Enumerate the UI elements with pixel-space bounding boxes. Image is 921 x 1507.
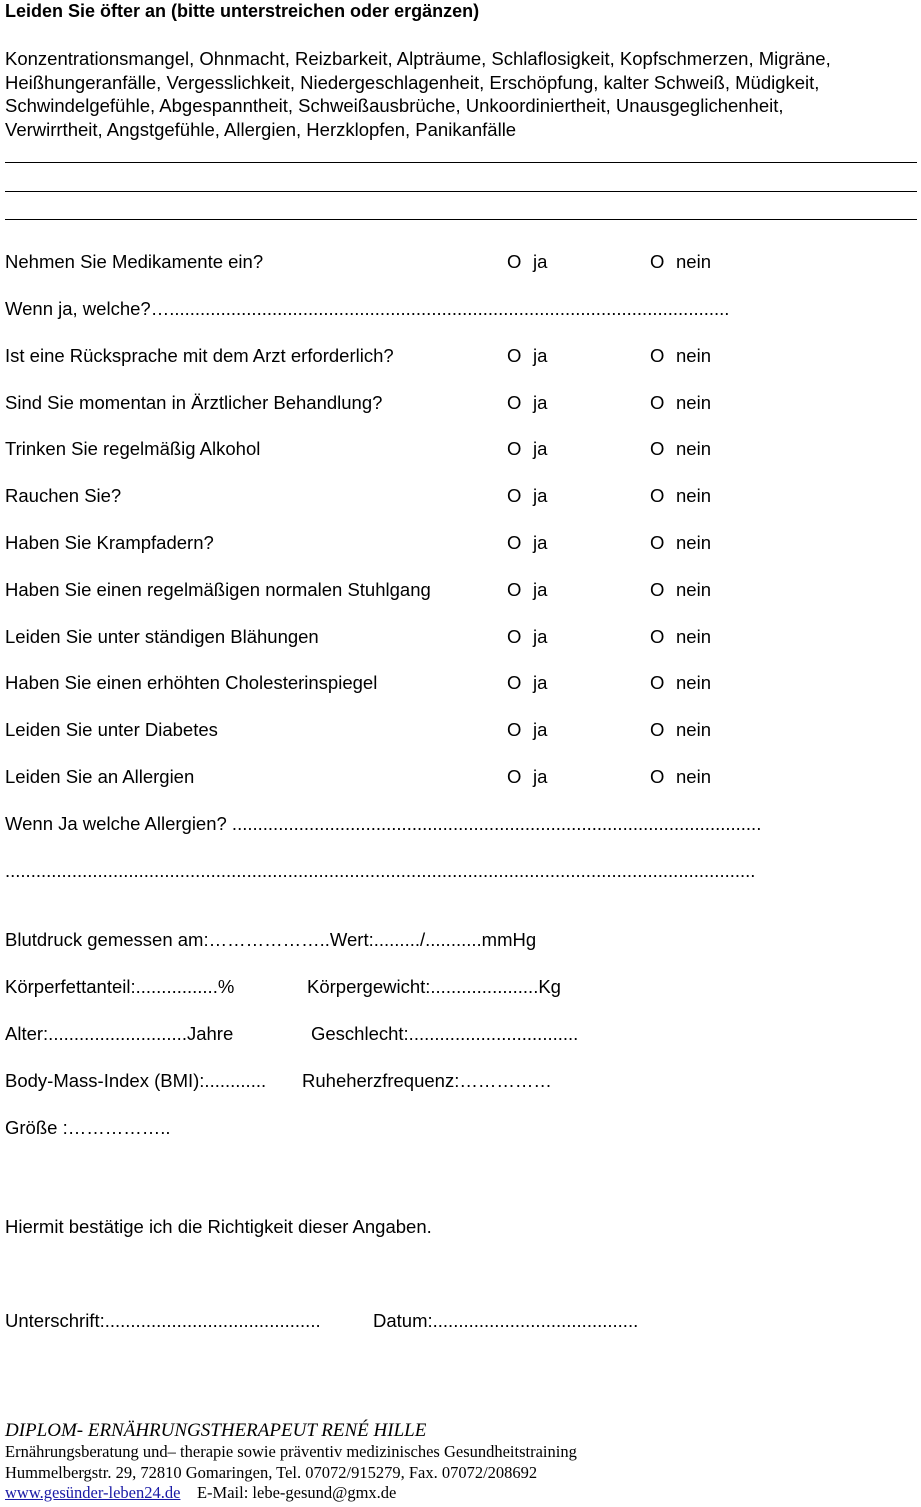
resting-heart-rate-field[interactable]: Ruheherzfrequenz:…………… bbox=[302, 1070, 552, 1091]
body-fat-field[interactable]: Körperfettanteil:................% bbox=[5, 976, 235, 997]
height-field[interactable]: Größe :…………….. bbox=[5, 1117, 171, 1138]
question-label: Haben Sie einen regelmäßigen normalen Stuhlgang bbox=[5, 579, 431, 600]
symptom-line: Heißhungeranfälle, Vergesslichkeit, Niedergeschlagenheit, Erschöpfung, kalter Schweiß, Müdigkeit, bbox=[5, 71, 820, 93]
option-nein[interactable]: O nein bbox=[650, 345, 711, 366]
option-nein[interactable]: O nein bbox=[650, 438, 711, 459]
option-ja[interactable]: O ja bbox=[507, 719, 548, 740]
question-label: Haben Sie einen erhöhten Cholesterinspiegel bbox=[5, 672, 378, 693]
blood-pressure-field[interactable]: Blutdruck gemessen am:………………..Wert:........./...........mmHg bbox=[5, 929, 537, 950]
answer-line[interactable] bbox=[5, 219, 917, 220]
option-nein[interactable]: O nein bbox=[650, 626, 711, 647]
option-nein[interactable]: O nein bbox=[650, 719, 711, 740]
answer-line[interactable] bbox=[5, 191, 917, 192]
answer-line[interactable] bbox=[5, 162, 917, 163]
question-label: Nehmen Sie Medikamente ein? bbox=[5, 251, 264, 272]
option-ja[interactable]: O ja bbox=[507, 626, 548, 647]
footer bbox=[5, 1420, 577, 1504]
option-nein[interactable]: O nein bbox=[650, 579, 711, 600]
section-heading: Leiden Sie öfter an (bitte unterstreichen oder ergänzen) bbox=[5, 1, 480, 21]
allergies-continuation-field[interactable]: .................................................................................................................................................. bbox=[5, 860, 756, 881]
signature-field[interactable]: Unterschrift:.......................................... bbox=[5, 1310, 321, 1331]
confirmation-text: Hiermit bestätige ich die Richtigkeit dieser Angaben. bbox=[5, 1216, 432, 1237]
question-label: Haben Sie Krampfadern? bbox=[5, 532, 214, 553]
option-nein[interactable]: O nein bbox=[650, 251, 711, 272]
question-label: Ist eine Rücksprache mit dem Arzt erforderlich? bbox=[5, 345, 394, 366]
date-field[interactable]: Datum:........................................ bbox=[373, 1310, 639, 1331]
footer-services: Ernährungsberatung und– therapie sowie präventiv medizinisches Gesundheitstraining bbox=[5, 1442, 577, 1461]
question-label: Trinken Sie regelmäßig Alkohol bbox=[5, 438, 261, 459]
option-nein[interactable]: O nein bbox=[650, 532, 711, 553]
option-ja[interactable]: O ja bbox=[507, 345, 548, 366]
age-field[interactable]: Alter:...........................Jahre bbox=[5, 1023, 234, 1044]
option-ja[interactable]: O ja bbox=[507, 532, 548, 553]
symptom-line: Verwirrtheit, Angstgefühle, Allergien, Herzklopfen, Panikanfälle bbox=[5, 118, 517, 140]
option-ja[interactable]: O ja bbox=[507, 766, 548, 787]
symptom-list bbox=[5, 47, 917, 141]
option-nein[interactable]: O nein bbox=[650, 485, 711, 506]
question-label: Leiden Sie unter ständigen Blähungen bbox=[5, 626, 319, 647]
footer-contact bbox=[5, 1483, 577, 1504]
symptom-line: Schwindelgefühle, Abgespanntheit, Schweißausbrüche, Unkoordiniertheit, Unausgeglichenheit, bbox=[5, 95, 784, 116]
question-label: Leiden Sie an Allergien bbox=[5, 766, 195, 787]
footer-address: Hummelbergstr. 29, 72810 Gomaringen, Tel. 07072/915279, Fax. 07072/208692 bbox=[5, 1462, 538, 1482]
option-ja[interactable]: O ja bbox=[507, 672, 548, 693]
option-nein[interactable]: O nein bbox=[650, 766, 711, 787]
symptom-line: Konzentrationsmangel, Ohnmacht, Reizbarkeit, Alpträume, Schlaflosigkeit, Kopfschmerzen, Migräne, bbox=[5, 48, 831, 69]
option-nein[interactable]: O nein bbox=[650, 392, 711, 413]
bmi-field[interactable]: Body-Mass-Index (BMI):............ bbox=[5, 1070, 267, 1091]
email-text: E-Mail: lebe-gesund@gmx.de bbox=[196, 1483, 397, 1502]
option-ja[interactable]: O ja bbox=[507, 485, 548, 506]
option-ja[interactable]: O ja bbox=[507, 579, 548, 600]
option-ja[interactable]: O ja bbox=[507, 392, 548, 413]
allergies-which-field[interactable]: Wenn Ja welche Allergien? ....................................................................................................... bbox=[5, 813, 762, 834]
question-label: Leiden Sie unter Diabetes bbox=[5, 719, 218, 740]
option-nein[interactable]: O nein bbox=[650, 672, 711, 693]
question-label: Sind Sie momentan in Ärztlicher Behandlung? bbox=[5, 392, 383, 413]
option-ja[interactable]: O ja bbox=[507, 438, 548, 459]
footer-title: DIPLOM- ERNÄHRUNGSTHERAPEUT RENÉ HILLE bbox=[5, 1420, 427, 1441]
question-label: Rauchen Sie? bbox=[5, 485, 122, 506]
body-weight-field[interactable]: Körpergewicht:.....................Kg bbox=[307, 976, 561, 997]
medication-which-field[interactable]: Wenn ja, welche?…............................................................................................................. bbox=[5, 298, 730, 319]
website-link[interactable]: www.gesünder-leben24.de bbox=[5, 1483, 181, 1502]
gender-field[interactable]: Geschlecht:................................. bbox=[311, 1023, 579, 1044]
option-ja[interactable]: O ja bbox=[507, 251, 548, 272]
